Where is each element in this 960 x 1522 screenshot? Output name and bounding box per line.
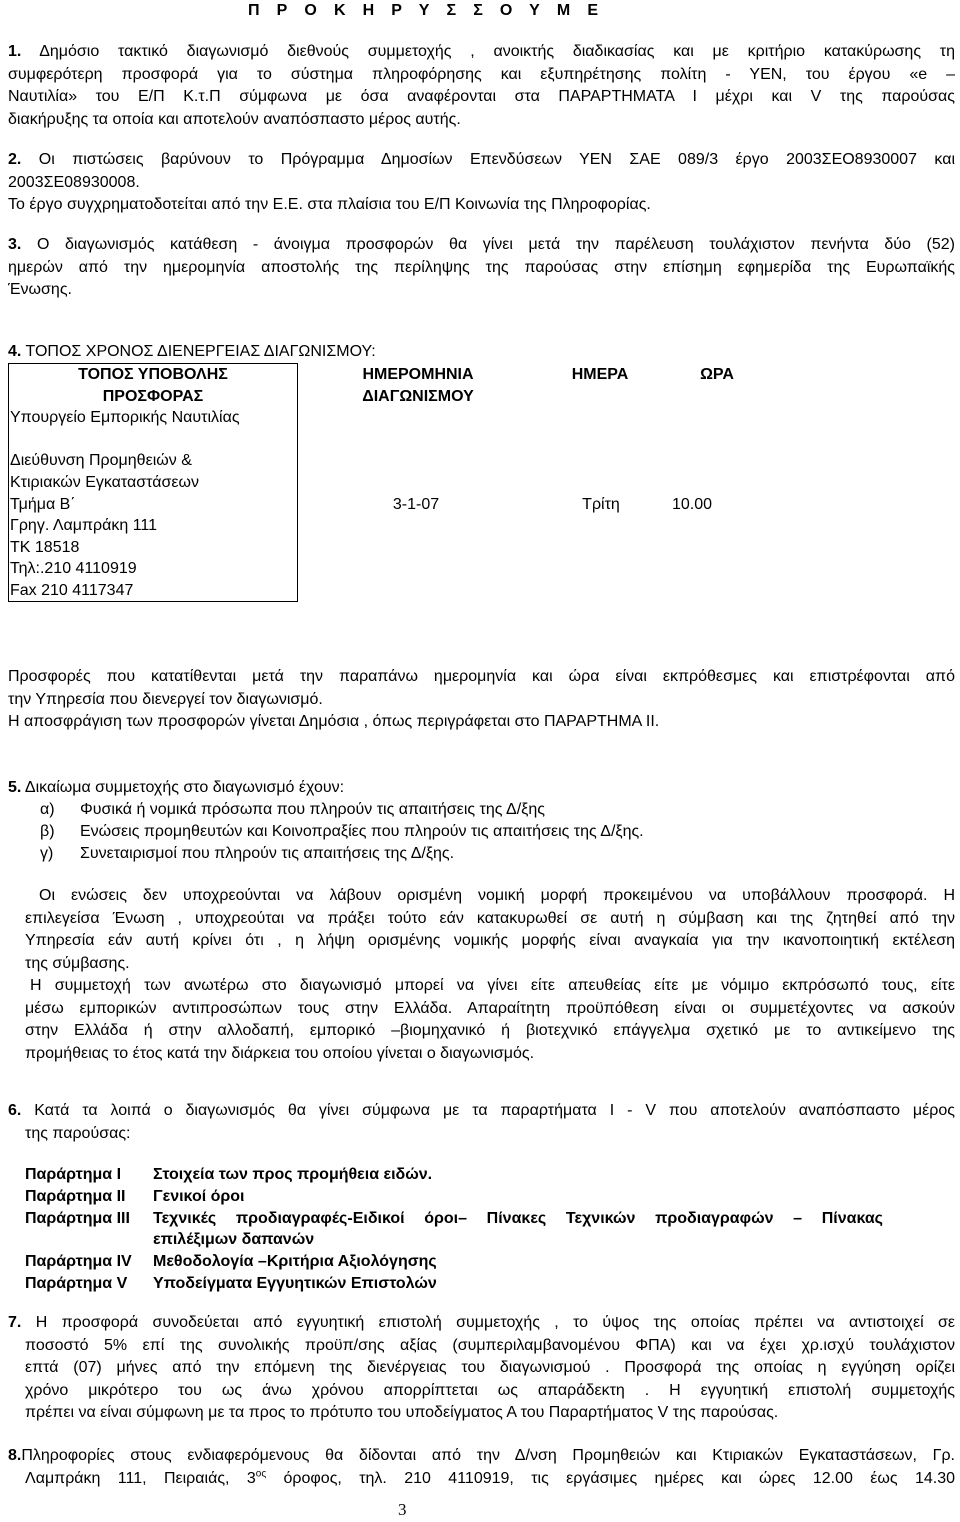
section-8-hours: όροφος, τηλ. 210 4110919, τις εργάσιμες ημέρες και ώρες 12.00 έως 14.30: [266, 1469, 956, 1487]
section-7: [8, 1312, 955, 1425]
tender-day: Τρίτη: [582, 496, 620, 513]
unions-line: Η συμμετοχή των ανωτέρω στο διαγωνισμό μπορεί να γίνει είτε απευθείας είτε με νόμιμο εκπρόσωπό τους, είτε: [30, 977, 955, 994]
document-title: Π Ρ Ο Κ Η Ρ Υ Σ Σ Ο Υ Μ Ε: [248, 2, 598, 19]
place-line: Κτιριακών Εγκαταστάσεων: [10, 473, 199, 491]
section-8-text: Πληροφορίες στους ενδιαφερόμενους θα δίδονται από την Δ/νση Προμηθειών και Κτιριακών Εγκαταστάσεων, Γρ.: [21, 1447, 955, 1464]
late-offers-line: την Υπηρεσία που διενεργεί τον διαγωνισμό.: [8, 690, 323, 708]
place-spacer: [10, 429, 296, 451]
section-7-line: χρόνο μικρότερο του ως άνω χρόνου απορρίπτεται ως απαράδεκτη . Η εγγυητική επιστολή συμμετοχής: [25, 1381, 955, 1399]
section-2: [8, 149, 955, 217]
section-4-text: ΤΟΠΟΣ ΧΡΟΝΟΣ ΔΙΕΝΕΡΓΕΙΑΣ ΔΙΑΓΩΝΙΣΜΟΥ:: [25, 343, 376, 360]
section-7-line: [8, 1312, 955, 1335]
unions-line: προμήθειας το έτος κατά την διάρκεια του οποίου γίνεται ο διαγωνισμός.: [25, 1044, 535, 1062]
floor-ordinal-superscript: ος: [255, 1468, 267, 1480]
section-2-line: [8, 149, 955, 172]
section-8-number: 8.: [8, 1447, 22, 1464]
eligibility-item: [8, 843, 955, 865]
place-line: ΤΚ 18518: [10, 538, 80, 556]
annex-item: [25, 1186, 955, 1208]
day-header: ΗΜΕΡΑ: [571, 366, 629, 383]
section-5-heading: [8, 777, 955, 799]
section-3-line: ημερών από την ημερομηνία αποστολής της περίληψης της παρούσας στην επίσημη εφημερίδα της Ευρωπαϊκής: [8, 258, 955, 276]
section-8-line: [8, 1468, 955, 1491]
section-4-number: 4.: [8, 343, 22, 360]
section-1-text: Δημόσιο τακτικό διαγωνισμό διεθνούς συμμετοχής , ανοικτής διαδικασίας και με κριτήριο κατακύρωσης τη: [39, 43, 956, 60]
late-offers-line: Η αποσφράγιση των προσφορών γίνεται Δημόσια , όπως περιγράφεται στο ΠΑΡΑΡΤΗΜΑ ΙΙ.: [8, 713, 660, 730]
place-column: [10, 364, 296, 602]
place-line: Γρηγ. Λαμπράκη 111: [10, 517, 158, 535]
unions-note: [25, 885, 955, 1065]
eligibility-item: [8, 821, 955, 843]
late-offers-note: [8, 666, 955, 734]
section-4-heading: [8, 341, 955, 364]
section-7-text: Η προσφορά συνοδεύεται από εγγυητική επιστολή συμμετοχής , το ύψος της οποίας πρέπει να αντιστοιχεί σε: [35, 1314, 956, 1331]
unions-line: στην Ελλάδα ή στην αλλοδαπή, εμπορικό –βιομηχανικό ή βιοτεχνικό επάγγελμα σχετικό με το αντικείμενο της: [25, 1022, 955, 1039]
annex-item: [25, 1273, 955, 1295]
section-8-address: Λαμπράκη 111, Πειραιάς, 3: [25, 1469, 256, 1487]
section-1-line: διακήρυξης τα οποία και αποτελούν αναπόσπαστο μέρος αυτής.: [8, 110, 461, 128]
section-8: [8, 1445, 955, 1490]
annex-title: Τεχνικές προδιαγραφές-Ειδικοί όροι– Πίνακες Τεχνικών προδιαγραφών – Πίνακας: [153, 1209, 883, 1227]
section-6-line: της παρούσας:: [25, 1124, 131, 1142]
section-7-number: 7.: [8, 1314, 22, 1331]
section-5-number: 5.: [8, 779, 22, 796]
section-5-text: Δικαίωμα συμμετοχής στο διαγωνισμό έχουν:: [24, 779, 345, 796]
annex-label: Παράρτημα Ι: [25, 1166, 122, 1183]
section-1-line: συμφερότερη προσφορά για το σύστημα πληροφόρησης και εξυπηρέτησης πολίτη - ΥΕΝ, του έργου «e –: [8, 65, 955, 83]
annex-title: Υποδείγματα Εγγυητικών Επιστολών: [153, 1274, 437, 1292]
annex-title: Μεθοδολογία –Κριτήρια Αξιολόγησης: [153, 1253, 437, 1271]
annex-title: Γενικοί όροι: [153, 1187, 245, 1205]
unions-line: της σύμβασης.: [25, 954, 130, 972]
section-2-line: Το έργο συγχρηματοδοτείται από την Ε.Ε. στα πλαίσια του Ε/Π Κοινωνία της Πληροφορίας.: [8, 196, 651, 213]
annex-label: Παράρτημα ΙV: [25, 1253, 132, 1271]
section-8-line: [8, 1445, 955, 1468]
section-3: [8, 234, 955, 302]
section-7-line: πρέπει να είναι σύμφωνη με τα προς το πρότυπο του υποδείγματος Α του Παραρτήματος V της παρούσας.: [25, 1404, 779, 1421]
tender-time: 10.00: [672, 496, 713, 513]
item-marker: γ): [40, 845, 54, 862]
tender-date: 3-1-07: [392, 496, 440, 513]
annex-item: [25, 1208, 955, 1230]
section-6: [8, 1100, 955, 1145]
section-5: [8, 777, 955, 865]
section-6-text: Κατά τα λοιπά ο διαγωνισμός θα γίνει σύμφωνα με τα παραρτήματα Ι - V που αποτελούν αναπόσπαστο μέρος: [34, 1102, 955, 1119]
item-marker: α): [40, 801, 55, 818]
section-3-number: 3.: [8, 236, 22, 253]
section-4: [8, 341, 955, 364]
section-3-line: Ένωσης.: [8, 281, 72, 298]
item-marker: β): [40, 823, 55, 840]
section-6-line: [8, 1100, 955, 1123]
unions-line: Υπηρεσία εάν αυτή κρίνει ότι , η λήψη ορισμένης νομικής μορφής είναι αναγκαία για την ικανοποιητική εκτέλεση: [25, 932, 955, 949]
section-6-number: 6.: [8, 1102, 22, 1119]
section-1-line: [8, 41, 955, 64]
annex-label: Παράρτημα ΙΙ: [25, 1187, 126, 1205]
section-7-line: επτά (07) μήνες από την επόμενη της διενέργειας του διαγωνισμού . Προσφορά της οποίας η εγγύηση ορίζει: [25, 1359, 955, 1376]
section-1: [8, 41, 955, 131]
section-2-number: 2.: [8, 151, 22, 168]
date-header-line: ΔΙΑΓΩΝΙΣΜΟΥ: [362, 387, 474, 405]
annex-title-continued: επιλέξιμων δαπανών: [153, 1231, 315, 1249]
place-line: Fax 210 4117347: [10, 581, 134, 599]
place-line: Τηλ:.210 4110919: [10, 560, 137, 578]
item-text: Φυσικά ή νομικά πρόσωπα που πληρούν τις απαιτήσεις της Δ/ξης: [80, 801, 545, 818]
section-2-line: 2003ΣΕ08930008.: [8, 173, 140, 191]
date-header: [338, 364, 498, 407]
date-header-line: ΗΜΕΡΟΜΗΝΙΑ: [362, 366, 474, 383]
item-text: Ενώσεις προμηθευτών και Κοινοπραξίες που πληρούν τις απαιτήσεις της Δ/ξης.: [80, 823, 644, 840]
place-line: Υπουργείο Εμπορικής Ναυτιλίας: [10, 409, 240, 427]
section-2-text: Οι πιστώσεις βαρύνουν το Πρόγραμμα Δημοσίων Επενδύσεων ΥΕΝ ΣΑΕ 089/3 έργο 2003ΣΕΟ8930007 και: [38, 151, 956, 168]
section-1-line: Ναυτιλία» του Ε/Π Κ.τ.Π σύμφωνα με όσα αναφέρονται στα ΠΑΡΑΡΤΗΜΑΤΑ Ι μέχρι και V της παρούσας: [8, 88, 955, 105]
page-number: 3: [398, 1500, 407, 1519]
unions-line: Οι ενώσεις δεν υποχρεούνται να λάβουν ορισμένη νομική μορφή προκειμένου να υποβάλλουν προσφορά. Η: [39, 887, 955, 904]
annex-list: [25, 1164, 955, 1295]
section-3-line: [8, 234, 955, 257]
eligibility-item: [8, 799, 955, 821]
section-3-text: Ο διαγωνισμός κατάθεση - άνοιγμα προσφορών θα γίνει μετά την παρέλευση τουλάχιστον πενήντα δύο (52): [36, 236, 956, 253]
annex-label: Παράρτημα ΙΙΙ: [25, 1209, 130, 1227]
unions-line: επιλεγείσα Ένωση , υποχρεούται να πράξει τούτο εάν κατακυρωθεί σε αυτή η σύμβαση και της ζητηθεί από την: [25, 909, 955, 927]
time-header: ΩΡΑ: [700, 366, 734, 383]
annex-item: [25, 1164, 955, 1186]
section-7-line: ποσοστό 5% επί της συνολικής προϋπ/σης αξίας (συμπεριλαμβανομένου ΦΠΑ) και να έχει χρ.ισχύ τουλάχιστον: [25, 1336, 955, 1354]
item-text: Συνεταιρισμοί που πληρούν τις απαιτήσεις της Δ/ξης.: [80, 845, 455, 862]
place-line: Διεύθυνση Προμηθειών &: [10, 452, 192, 470]
annex-title: Στοιχεία των προς προμήθεια ειδών.: [153, 1166, 433, 1183]
annex-label: Παράρτημα V: [25, 1274, 128, 1292]
section-1-number: 1.: [8, 43, 22, 60]
place-header: ΠΡΟΣΦΟΡΑΣ: [102, 387, 204, 405]
unions-line: μέσω εμπορικών αντιπροσώπων τους στην Ελλάδα. Απαραίτητη προϋπόθεση είναι οι συμμετέχοντες να ασκούν: [25, 999, 955, 1017]
place-header: ΤΟΠΟΣ ΥΠΟΒΟΛΗΣ: [78, 366, 228, 383]
place-line: Τμήμα Β΄: [10, 495, 76, 513]
late-offers-line: Προσφορές που κατατίθενται μετά την παραπάνω ημερομηνία και ώρα είναι εκπρόθεσμες και επιστρέφονται από: [8, 668, 955, 685]
annex-item: [25, 1251, 955, 1273]
